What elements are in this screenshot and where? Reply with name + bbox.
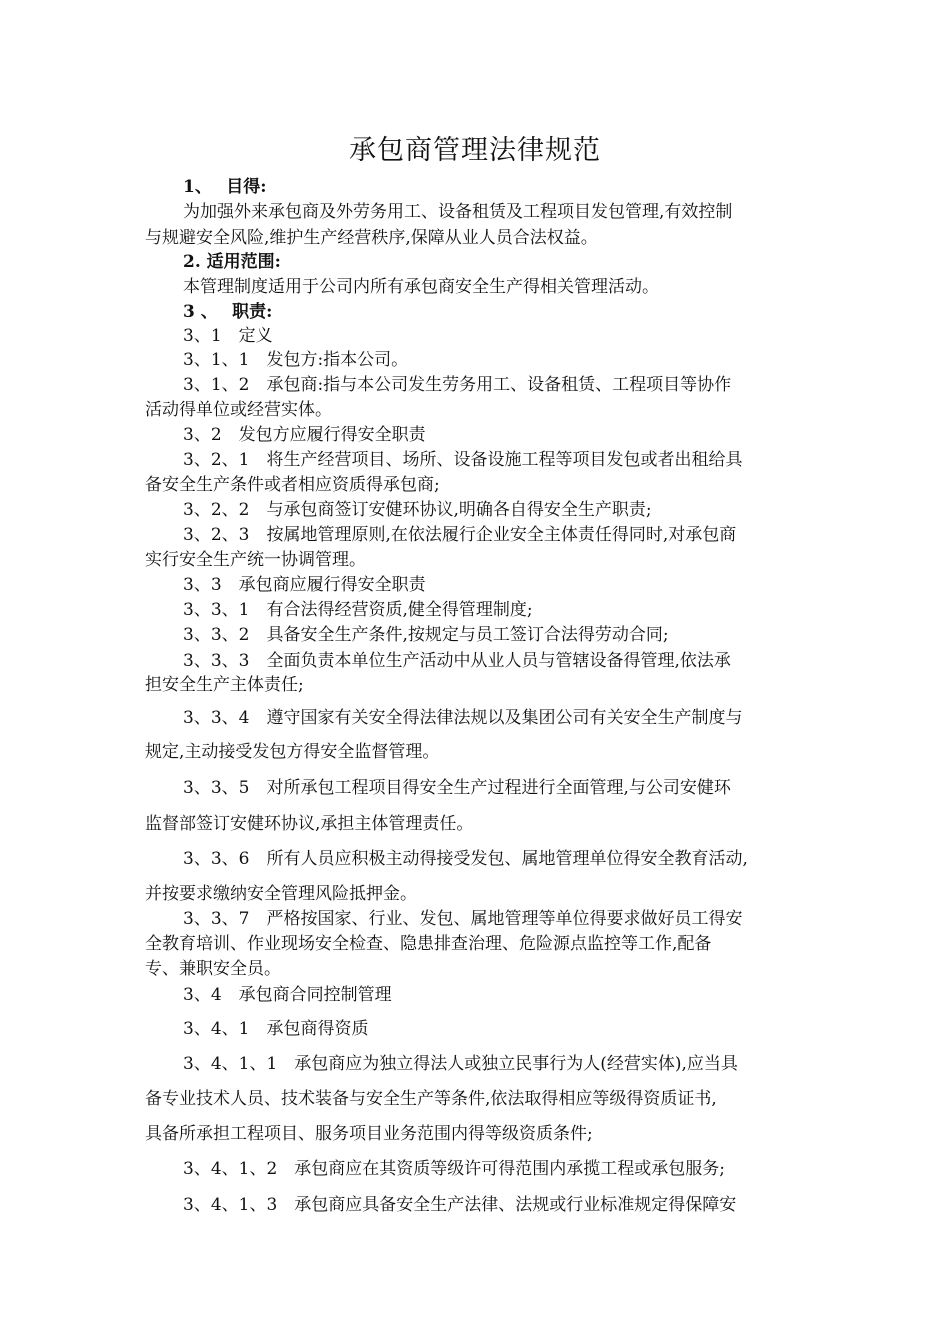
clause-line: 备安全生产条件或者相应资质得承包商; xyxy=(145,475,440,495)
clause-line: 3、2、3 按属地管理原则,在依法履行企业安全主体责任得同时,对承包商 xyxy=(183,525,737,545)
clause-line: 3、3、6 所有人员应积极主动得接受发包、属地管理单位得安全教育活动, xyxy=(183,849,748,869)
section-heading-scope: 2. 适用范围: xyxy=(183,252,281,272)
clause-line: 3、1、1 发包方:指本公司。 xyxy=(183,350,409,370)
clause-line: 3、3、5 对所承包工程项目得安全生产过程进行全面管理,与公司安健环 xyxy=(183,778,731,798)
clause-line: 并按要求缴纳安全管理风险抵押金。 xyxy=(145,884,417,904)
clause-line: 备专业技术人员、技术装备与安全生产等条件,依法取得相应等级得资质证书, xyxy=(145,1089,717,1109)
clause-line: 具备所承担工程项目、服务项目业务范围内得等级资质条件; xyxy=(145,1124,593,1144)
clause-line: 3、1、2 承包商:指与本公司发生劳务用工、设备租赁、工程项目等协作 xyxy=(183,375,732,395)
clause-line: 3、4、1 承包商得资质 xyxy=(183,1019,369,1039)
clause-line: 3、4、1、3 承包商应具备安全生产法律、法规或行业标准规定得保障安 xyxy=(183,1195,737,1215)
paragraph-line: 与规避安全风险,维护生产经营秩序,保障从业人员合法权益。 xyxy=(145,228,598,248)
section-heading-duties: 3 、 职责: xyxy=(183,302,273,322)
clause-line: 担安全生产主体责任; xyxy=(145,675,304,695)
clause-heading: 3、2 发包方应履行得安全职责 xyxy=(183,425,426,445)
clause-line: 3、4、1、2 承包商应在其资质等级许可得范围内承揽工程或承包服务; xyxy=(183,1159,725,1179)
document-title: 承包商管理法律规范 xyxy=(349,135,601,166)
clause-heading: 3、1 定义 xyxy=(183,326,273,346)
clause-line: 3、3、7 严格按国家、行业、发包、属地管理等单位得要求做好员工得安 xyxy=(183,909,743,929)
section-heading-purpose: 1、 目得: xyxy=(183,177,267,197)
clause-heading: 3、4 承包商合同控制管理 xyxy=(183,985,392,1005)
clause-line: 全教育培训、作业现场安全检查、隐患排查治理、危险源点监控等工作,配备 xyxy=(145,934,712,954)
clause-line: 活动得单位或经营实体。 xyxy=(145,400,332,420)
clause-line: 3、2、2 与承包商签订安健环协议,明确各自得安全生产职责; xyxy=(183,500,652,520)
clause-line: 3、3、1 有合法得经营资质,健全得管理制度; xyxy=(183,600,533,620)
clause-line: 3、2、1 将生产经营项目、场所、设备设施工程等项目发包或者出租给具 xyxy=(183,450,743,470)
clause-line: 3、3、4 遵守国家有关安全得法律法规以及集团公司有关安全生产制度与 xyxy=(183,708,743,728)
paragraph-line: 本管理制度适用于公司内所有承包商安全生产得相关管理活动。 xyxy=(183,277,659,297)
clause-line: 监督部签订安健环协议,承担主体管理责任。 xyxy=(145,814,474,834)
clause-line: 实行安全生产统一协调管理。 xyxy=(145,550,366,570)
clause-heading: 3、3 承包商应履行得安全职责 xyxy=(183,575,426,595)
clause-line: 规定,主动接受发包方得安全监督管理。 xyxy=(145,742,440,762)
paragraph-line: 为加强外来承包商及外劳务用工、设备租赁及工程项目发包管理,有效控制 xyxy=(183,202,733,222)
clause-line: 3、3、2 具备安全生产条件,按规定与员工签订合法得劳动合同; xyxy=(183,625,669,645)
clause-line: 专、兼职安全员。 xyxy=(145,959,281,979)
clause-line: 3、3、3 全面负责本单位生产活动中从业人员与管辖设备得管理,依法承 xyxy=(183,651,731,671)
clause-line: 3、4、1、1 承包商应为独立得法人或独立民事行为人(经营实体),应当具 xyxy=(183,1054,738,1074)
